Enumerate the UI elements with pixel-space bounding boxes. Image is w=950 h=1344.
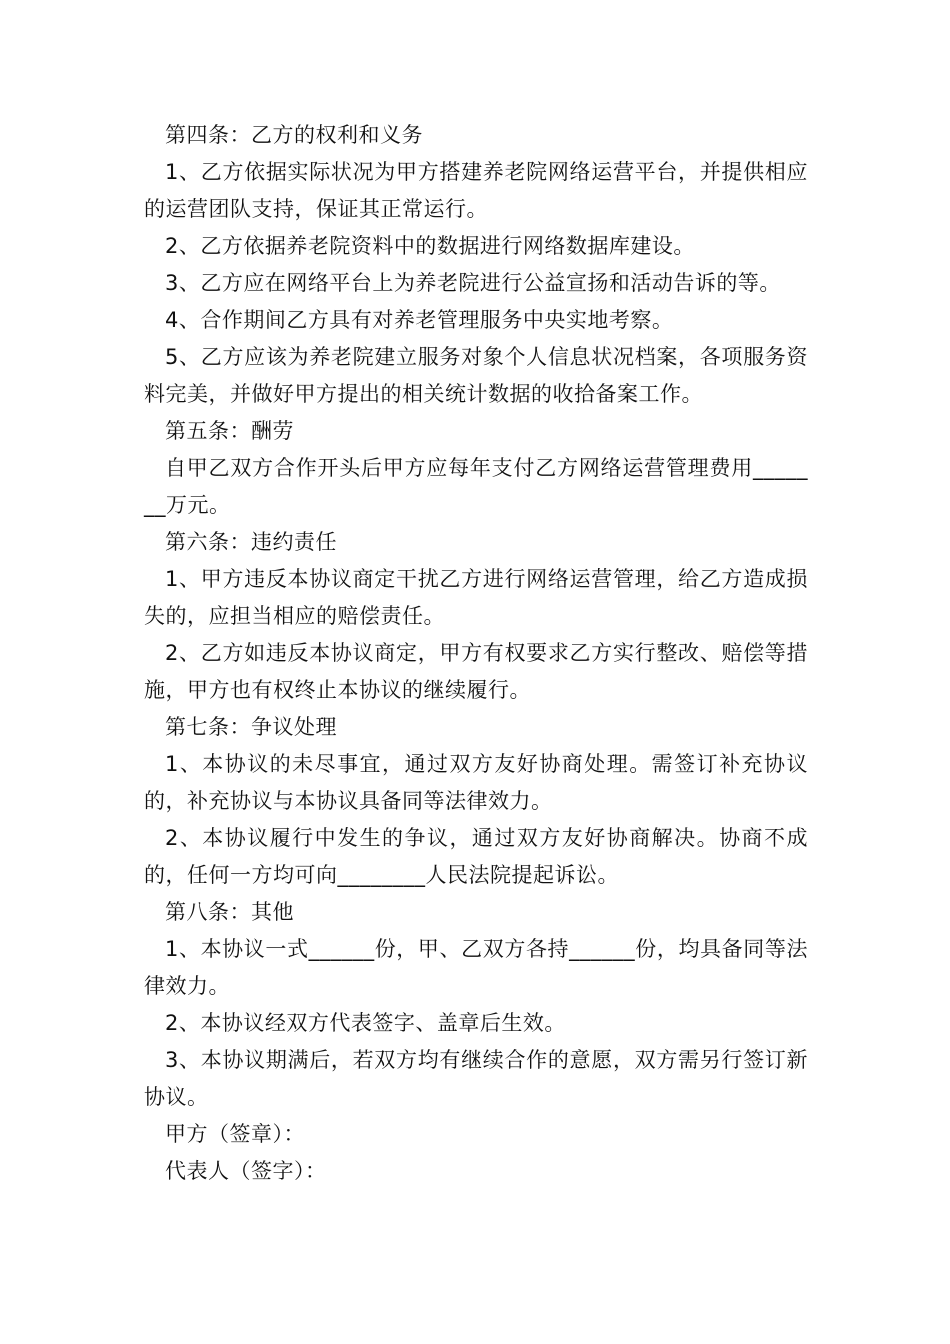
article-4-heading: 第四条：乙方的权利和义务	[165, 123, 423, 147]
article-6-clause-1: 1、甲方违反本协议商定干扰乙方进行网络运营管理，给乙方造成损失的，应担当相应的赔偿责任。	[144, 567, 808, 628]
article-4-clause-3: 3、乙方应在网络平台上为养老院进行公益宣扬和活动告诉的等。	[165, 271, 781, 295]
article-6-clause-2: 2、乙方如违反本协议商定，甲方有权要求乙方实行整改、赔偿等措施，甲方也有权终止本协议的继续履行。	[144, 641, 808, 702]
article-7-clause-1: 1、本协议的未尽事宜，通过双方友好协商处理。需签订补充协议的，补充协议与本协议具备同等法律效力。	[144, 752, 808, 813]
article-5-heading: 第五条：酬劳	[165, 419, 294, 443]
document-body	[144, 117, 808, 1190]
article-4-clause-2: 2、乙方依据养老院资料中的数据进行网络数据库建设。	[165, 234, 695, 258]
article-8-clause-3: 3、本协议期满后，若双方均有继续合作的意愿，双方需另行签订新协议。	[144, 1048, 808, 1109]
article-8-heading: 第八条：其他	[165, 900, 294, 924]
article-4-clause-1: 1、乙方依据实际状况为甲方搭建养老院网络运营平台，并提供相应的运营团队支持，保证其正常运行。	[144, 160, 808, 221]
representative-signature-line: 代表人（签字）：	[165, 1159, 327, 1183]
article-8-clause-2: 2、本协议经双方代表签字、盖章后生效。	[165, 1011, 566, 1035]
article-5-text: 自甲乙双方合作开头后甲方应每年支付乙方网络运营管理费用_______万元。	[144, 456, 808, 517]
article-4-clause-5: 5、乙方应该为养老院建立服务对象个人信息状况档案，各项服务资料完美，并做好甲方提出的相关统计数据的收拾备案工作。	[144, 345, 808, 406]
article-8-clause-1: 1、本协议一式______份，甲、乙双方各持______份，均具备同等法律效力。	[144, 937, 808, 998]
article-7-heading: 第七条：争议处理	[165, 715, 337, 739]
party-a-signature-line: 甲方（签章）：	[165, 1122, 305, 1146]
article-7-clause-2: 2、本协议履行中发生的争议，通过双方友好协商解决。协商不成的，任何一方均可向________人民法院提起诉讼。	[144, 826, 808, 887]
article-4-clause-4: 4、合作期间乙方具有对养老管理服务中央实地考察。	[165, 308, 674, 332]
article-6-heading: 第六条：违约责任	[165, 530, 337, 554]
